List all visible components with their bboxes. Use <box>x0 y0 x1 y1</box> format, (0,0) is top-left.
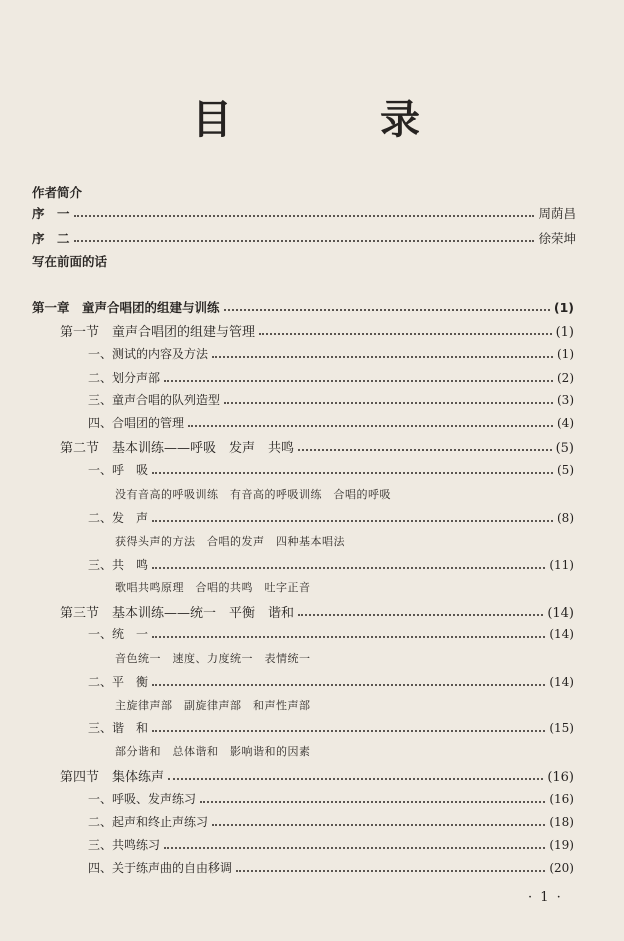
toc-label: 第一章 童声合唱团的组建与训练 <box>32 300 220 315</box>
toc-page-number: (14) <box>549 627 574 641</box>
toc-label: 一、呼 吸 <box>88 463 149 477</box>
toc-item[interactable] <box>88 369 574 386</box>
dot-leader <box>188 419 553 427</box>
toc-item[interactable] <box>88 461 574 478</box>
toc-page-number: (1) <box>557 347 574 361</box>
toc-item[interactable] <box>88 625 574 642</box>
front-label: 序 一 <box>32 206 70 221</box>
toc-label: 二、起声和终止声练习 <box>88 815 209 829</box>
front-preface-2 <box>32 229 576 247</box>
toc-page-number: (16) <box>547 770 574 785</box>
dot-leader <box>224 396 553 404</box>
toc-label: 一、测试的内容及方法 <box>88 347 209 361</box>
toc-label: 一、统 一 <box>88 627 149 641</box>
toc-subtopics: 部分谐和 总体谐和 影响谐和的因素 <box>115 745 311 758</box>
dot-leader <box>164 374 553 382</box>
dot-leader <box>152 724 545 732</box>
front-author: 徐荣坤 <box>538 231 576 246</box>
toc-item[interactable] <box>88 345 574 362</box>
toc-item[interactable] <box>88 509 574 526</box>
toc-page-number: (14) <box>549 675 574 689</box>
toc-label: 二、发 声 <box>88 511 149 525</box>
toc-label: 三、谐 和 <box>88 721 149 735</box>
toc-page-number: (3) <box>557 393 574 407</box>
front-preface-1 <box>32 204 576 222</box>
toc-subtopics: 主旋律声部 副旋律声部 和声性声部 <box>115 699 311 712</box>
dot-leader <box>212 350 553 358</box>
toc-page-number: (1) <box>555 325 574 340</box>
front-foreword: 写在前面的话 <box>32 254 108 269</box>
toc-page-number: (5) <box>555 441 574 456</box>
dot-leader <box>152 561 545 569</box>
toc-page-number: (8) <box>557 511 574 525</box>
toc-label: 二、划分声部 <box>88 371 161 385</box>
page-footer-number: · 1 · <box>528 890 563 905</box>
dot-leader <box>74 234 535 242</box>
toc-label: 三、童声合唱的队列造型 <box>88 393 221 407</box>
toc-section[interactable] <box>60 437 574 456</box>
toc-item[interactable] <box>88 391 574 408</box>
toc-section[interactable] <box>60 602 574 621</box>
toc-page-number: (16) <box>549 792 574 806</box>
toc-subtopics: 歌唱共鸣原理 合唱的共鸣 吐字正音 <box>115 581 311 594</box>
toc-page-number: (5) <box>557 463 574 477</box>
dot-leader <box>152 514 553 522</box>
dot-leader <box>152 678 545 686</box>
toc-page-number: (11) <box>549 558 574 572</box>
page-title: 目 录 <box>192 96 474 143</box>
toc-section[interactable] <box>60 321 574 340</box>
toc-page-number: (1) <box>553 300 574 315</box>
dot-leader <box>236 864 545 872</box>
dot-leader <box>259 327 552 335</box>
dot-leader <box>200 795 545 803</box>
dot-leader <box>74 209 535 217</box>
toc-page-number: (15) <box>549 721 574 735</box>
toc-label: 三、共 鸣 <box>88 558 149 572</box>
toc-label: 一、呼吸、发声练习 <box>88 792 197 806</box>
toc-item[interactable] <box>88 414 574 431</box>
dot-leader <box>212 818 545 826</box>
toc-item[interactable] <box>88 673 574 690</box>
dot-leader <box>152 466 553 474</box>
toc-page-number: (18) <box>549 815 574 829</box>
toc-item[interactable] <box>88 836 574 853</box>
toc-label: 第二节 基本训练——呼吸 发声 共鸣 <box>60 441 295 456</box>
toc-item[interactable] <box>88 719 574 736</box>
toc-label: 三、共鸣练习 <box>88 838 161 852</box>
toc-label: 第三节 基本训练——统一 平衡 谐和 <box>60 606 295 621</box>
toc-item[interactable] <box>88 790 574 807</box>
toc-subtopics: 没有音高的呼吸训练 有音高的呼吸训练 合唱的呼吸 <box>115 488 391 501</box>
toc-label: 第一节 童声合唱团的组建与管理 <box>60 325 256 340</box>
toc-item[interactable] <box>88 813 574 830</box>
toc-subtopics: 音色统一 速度、力度统一 表情统一 <box>115 652 311 665</box>
front-label: 序 二 <box>32 231 70 246</box>
toc-page-number: (2) <box>557 371 574 385</box>
toc-item[interactable] <box>88 859 574 876</box>
toc-subtopics: 获得头声的方法 合唱的发声 四种基本唱法 <box>115 535 345 548</box>
dot-leader <box>298 608 543 616</box>
toc-section[interactable] <box>60 766 574 785</box>
toc-label: 四、关于练声曲的自由移调 <box>88 861 233 875</box>
toc-label: 二、平 衡 <box>88 675 149 689</box>
front-author-intro: 作者简介 <box>32 185 83 200</box>
toc-page-number: (19) <box>549 838 574 852</box>
dot-leader <box>168 772 543 780</box>
dot-leader <box>164 841 545 849</box>
toc-page-number: (4) <box>557 416 574 430</box>
toc-chapter[interactable] <box>32 298 574 316</box>
front-author: 周荫昌 <box>538 206 576 221</box>
toc-label: 第四节 集体练声 <box>60 770 165 785</box>
toc-label: 四、合唱团的管理 <box>88 416 185 430</box>
dot-leader <box>224 303 550 311</box>
toc-page-number: (14) <box>547 606 574 621</box>
dot-leader <box>298 443 552 451</box>
toc-page-number: (20) <box>549 861 574 875</box>
dot-leader <box>152 630 545 638</box>
toc-item[interactable] <box>88 556 574 573</box>
